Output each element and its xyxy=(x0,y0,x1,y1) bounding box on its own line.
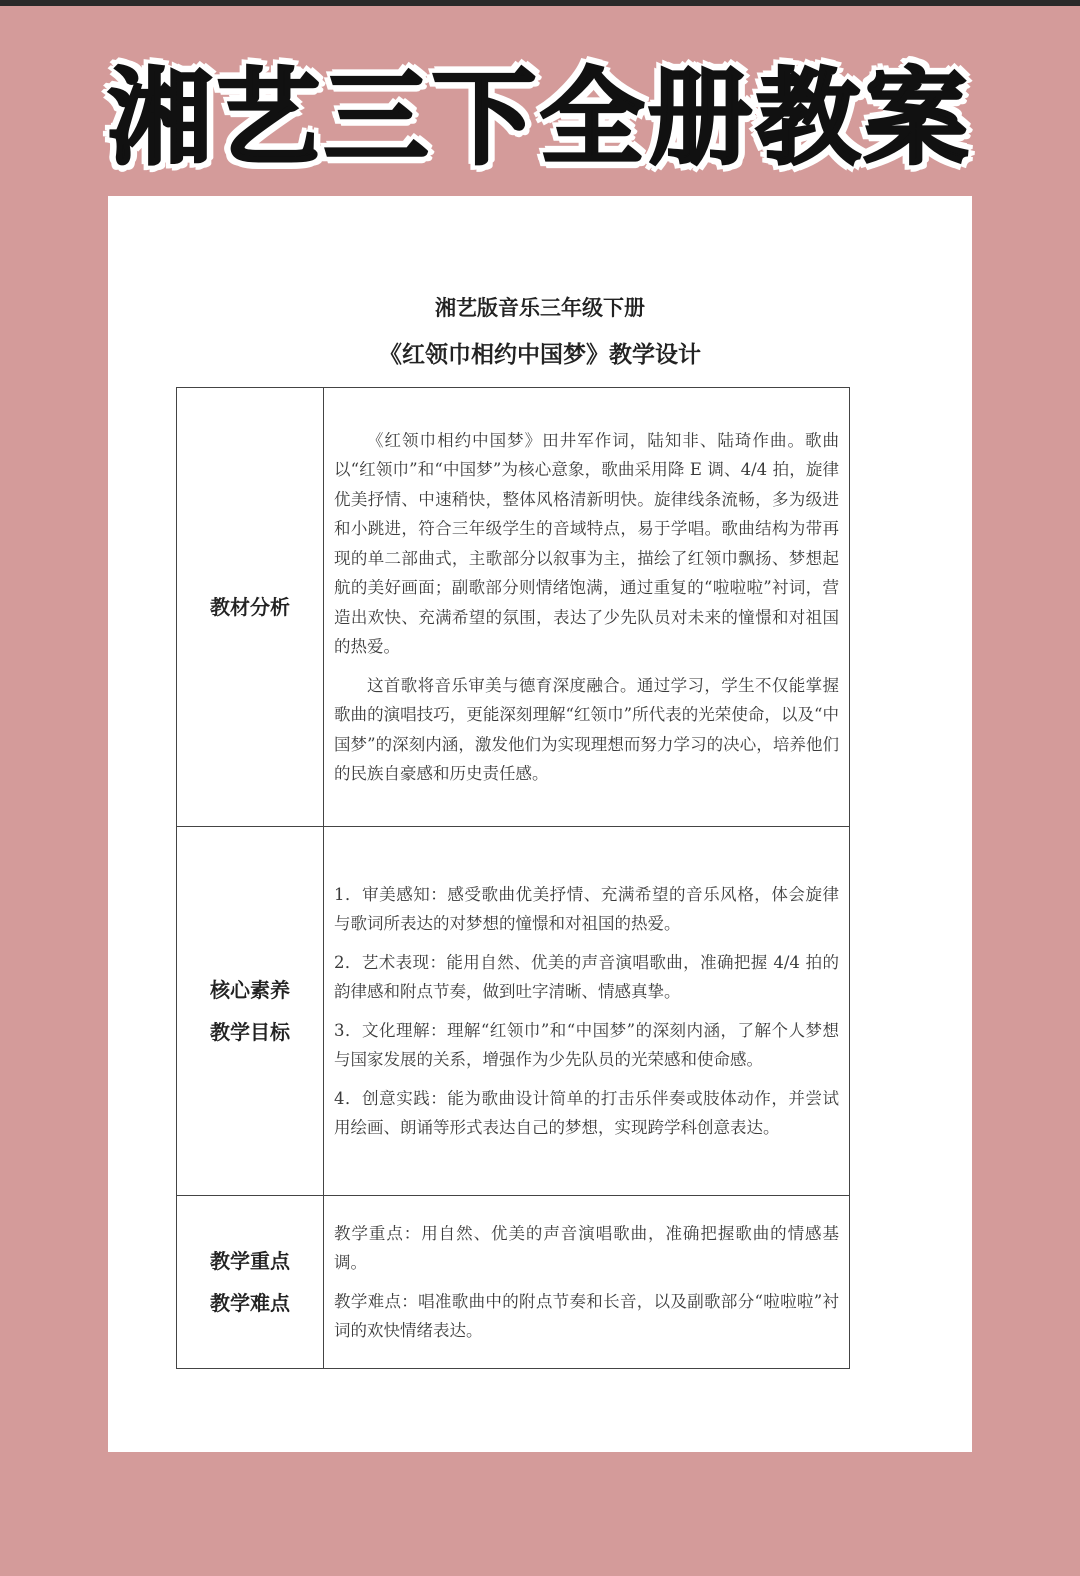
top-border-strip xyxy=(0,0,1080,6)
table-row-key-points xyxy=(177,1196,850,1369)
goal-item: 2．艺术表现：能用自然、优美的声音演唱歌曲，准确把握 4/4 拍的韵律感和附点节奏，做到吐字清晰、情感真挚。 xyxy=(334,952,839,1001)
goal-item: 3．文化理解：理解“红领巾”和“中国梦”的深刻内涵，了解个人梦想与国家发展的关系，增强作为少先队员的光荣感和使命感。 xyxy=(334,1020,839,1069)
row-label-key-points xyxy=(177,1196,324,1369)
key-point: 教学重点：用自然、优美的声音演唱歌曲，准确把握歌曲的情感基调。 xyxy=(334,1223,839,1272)
goal-item: 1．审美感知：感受歌曲优美抒情、充满希望的音乐风格，体会旋律与歌词所表达的对梦想的憧憬和对祖国的热爱。 xyxy=(334,884,839,933)
document-title: 《红领巾相约中国梦》教学设计 xyxy=(379,341,701,368)
label-line: 教材分析 xyxy=(210,595,290,619)
row-content-material-analysis xyxy=(324,388,850,827)
label-line: 教学重点 xyxy=(210,1249,290,1273)
label-line: 核心素养 xyxy=(210,978,290,1002)
lesson-plan-table xyxy=(176,387,850,1369)
paragraph: 《红领巾相约中国梦》田井军作词，陆知非、陆琦作曲。歌曲以“红领巾”和“中国梦”为核心意象，歌曲采用降 E 调、4/4 拍，旋律优美抒情、中速稍快，整体风格清新明快。旋律线条流畅，多为级进和小跳进，符合三年级学生的音域特点，易于学唱。歌曲结构为带再现的单二部曲式，主歌部分以叙事为主，描绘了红领巾飘扬、梦想起航的美好画面；副歌部分则情绪饱满，通过重复的“啦啦啦”衬词，营造出欢快、充满希望的氛围，表达了少先队员对未来的憧憬和对祖国的热爱。 xyxy=(334,430,839,656)
banner-title: 湘艺三下全册教案 xyxy=(107,57,972,179)
label-line: 教学目标 xyxy=(210,1020,290,1044)
document-subtitle: 湘艺版音乐三年级下册 xyxy=(435,296,645,320)
document-page xyxy=(108,196,972,1452)
table-row-material-analysis xyxy=(177,388,850,827)
row-label-core-goals xyxy=(177,827,324,1196)
table-row-core-goals xyxy=(177,827,850,1196)
row-content-key-points xyxy=(324,1196,850,1369)
difficult-point: 教学难点：唱准歌曲中的附点节奏和长音，以及副歌部分“啦啦啦”衬词的欢快情绪表达。 xyxy=(334,1291,839,1340)
row-content-core-goals xyxy=(324,827,850,1196)
goal-item: 4．创意实践：能为歌曲设计简单的打击乐伴奏或肢体动作，并尝试用绘画、朗诵等形式表达自己的梦想，实现跨学科创意表达。 xyxy=(334,1088,839,1137)
paragraph: 这首歌将音乐审美与德育深度融合。通过学习，学生不仅能掌握歌曲的演唱技巧，更能深刻理解“红领巾”所代表的光荣使命，以及“中国梦”的深刻内涵，激发他们为实现理想而努力学习的决心，培养他们的民族自豪感和历史责任感。 xyxy=(334,675,839,783)
row-label-material-analysis xyxy=(177,388,324,827)
label-line: 教学难点 xyxy=(210,1291,290,1315)
